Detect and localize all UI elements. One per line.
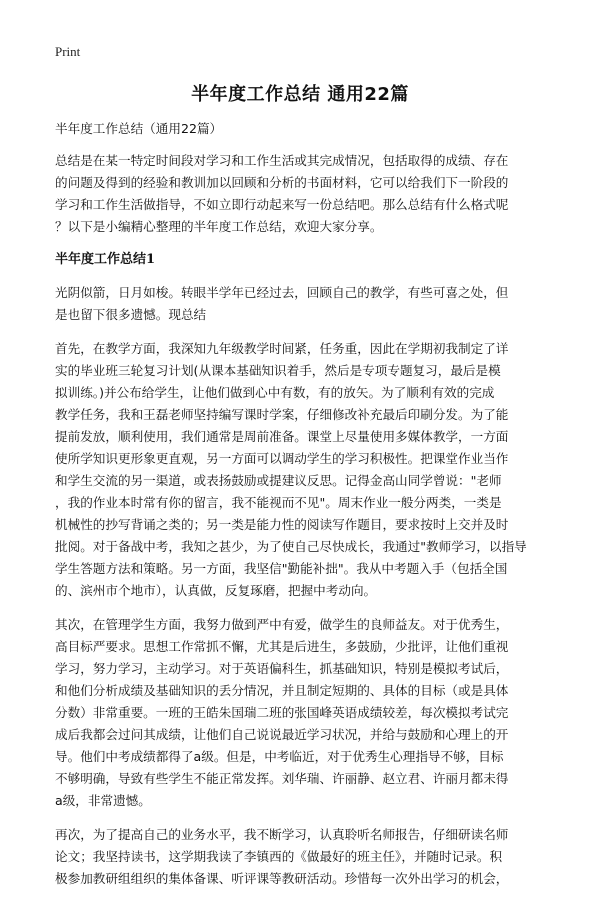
text-line: 使所学知识更形象更直观，另一方面可以调动学生的学习积极性。把课堂作业当作 <box>55 451 509 466</box>
document-subtitle: 半年度工作总结（通用22篇） <box>55 121 223 136</box>
text-line: ？以下是小编精心整理的半年度工作总结，欢迎大家分享。 <box>55 219 383 234</box>
text-line: 首先，在教学方面，我深知九年级教学时间紧，任务重，因此在学期初我制定了详 <box>55 341 509 356</box>
text-line: 学习，努力学习，主动学习。对于英语偏科生，抓基础知识，特别是模拟考试后， <box>55 661 509 676</box>
text-line: 拟训练。)并公布给学生，让他们做到心中有数，有的放矢。为了顺利有效的完成 <box>55 385 495 400</box>
paragraph-1 <box>55 282 555 326</box>
text-line: 的、滨州市个地市），认真做，反复琢磨，把握中考动向。 <box>55 583 377 598</box>
text-line: 批阅。对于备战中考，我知之甚少，为了使自己尽快成长，我通过"教师学习，以指导 <box>55 539 527 554</box>
text-line: 机械性的抄写背诵之类的；另一类是能力性的阅读写作题目，要求按时上交并及时 <box>55 517 509 532</box>
text-line: 高目标严要求。思想工作常抓不懈，尤其是后进生，多鼓励，少批评，让他们重视 <box>55 639 509 654</box>
text-line: 的问题及得到的经验和教训加以回顾和分析的书面材料，它可以给我们下一阶段的 <box>55 175 509 190</box>
text-line: 学生答题方法和策略。另一方面，我坚信"勤能补拙"。我从中考题入手（包括全国 <box>55 561 508 576</box>
paragraph-3 <box>55 614 555 812</box>
paragraph-2 <box>55 338 555 602</box>
section-heading: 半年度工作总结1 <box>55 252 156 267</box>
document-body <box>55 118 555 902</box>
text-line: 总结是在某一特定时间段对学习和工作生活或其完成情况，包括取得的成绩、存在 <box>55 153 509 168</box>
text-line: ，我的作业本时常有你的留言，我不能视而不见"。周末作业一般分两类，一类是 <box>55 495 502 510</box>
text-line: 教学任务，我和王磊老师坚持编写课时学案，仔细修改补充最后印刷分发。为了能 <box>55 407 509 422</box>
print-link[interactable]: Print <box>55 44 81 59</box>
text-line: 和他们分析成绩及基础知识的丢分情况，并且制定短期的、具体的目标（或是具体 <box>55 683 509 698</box>
text-line: 成后我都会过问其成绩，让他们自己说说最近学习状况，并给与鼓励和心理上的开 <box>55 727 509 742</box>
text-line: 导。他们中考成绩都得了a级。但是，中考临近，对于优秀生心理指导不够，目标 <box>55 749 504 764</box>
text-line: 实的毕业班三轮复习计划(从课本基础知识着手，然后是专项专题复习，最后是模 <box>55 363 501 378</box>
text-line: 不够明确，导致有些学生不能正常发挥。刘华瑞、许丽静、赵立君、许丽月都未得 <box>55 771 509 786</box>
intro-paragraph <box>55 150 555 238</box>
text-line: a级，非常遗憾。 <box>55 793 151 808</box>
text-line: 分数）非常重要。一班的王皓朱国瑞二班的张国峰英语成绩较差，每次模拟考试完 <box>55 705 509 720</box>
text-line: 提前发放，顺利使用，我们通常是周前准备。课堂上尽量使用多媒体教学，一方面 <box>55 429 509 444</box>
text-line: 学习和工作生活做指导，不如立即行动起来写一份总结吧。那么总结有什么格式呢 <box>55 197 509 212</box>
paragraph-4 <box>55 824 555 890</box>
text-line: 其次，在管理学生方面，我努力做到严中有爱，做学生的良师益友。对于优秀生， <box>55 617 509 632</box>
text-line: 光阴似箭，日月如梭。转眼半学年已经过去，回顾自己的教学，有些可喜之处，但 <box>55 285 509 300</box>
text-line: 再次，为了提高自己的业务水平，我不断学习，认真聆听名师报告，仔细研读名师 <box>55 827 509 842</box>
document-title: 半年度工作总结 通用22篇 <box>191 84 409 105</box>
text-line: 论文；我坚持读书，这学期我读了李镇西的《做最好的班主任》，并随时记录。积 <box>55 849 503 864</box>
text-line: 是也留下很多遗憾。现总结 <box>55 307 207 322</box>
text-line: 和学生交流的另一渠道，或表扬鼓励或提建议反思。记得金高山同学曾说："老师 <box>55 473 502 488</box>
text-line: 极参加教研组组织的集体备课、听评课等教研活动。珍惜每一次外出学习的机会， <box>55 871 509 886</box>
